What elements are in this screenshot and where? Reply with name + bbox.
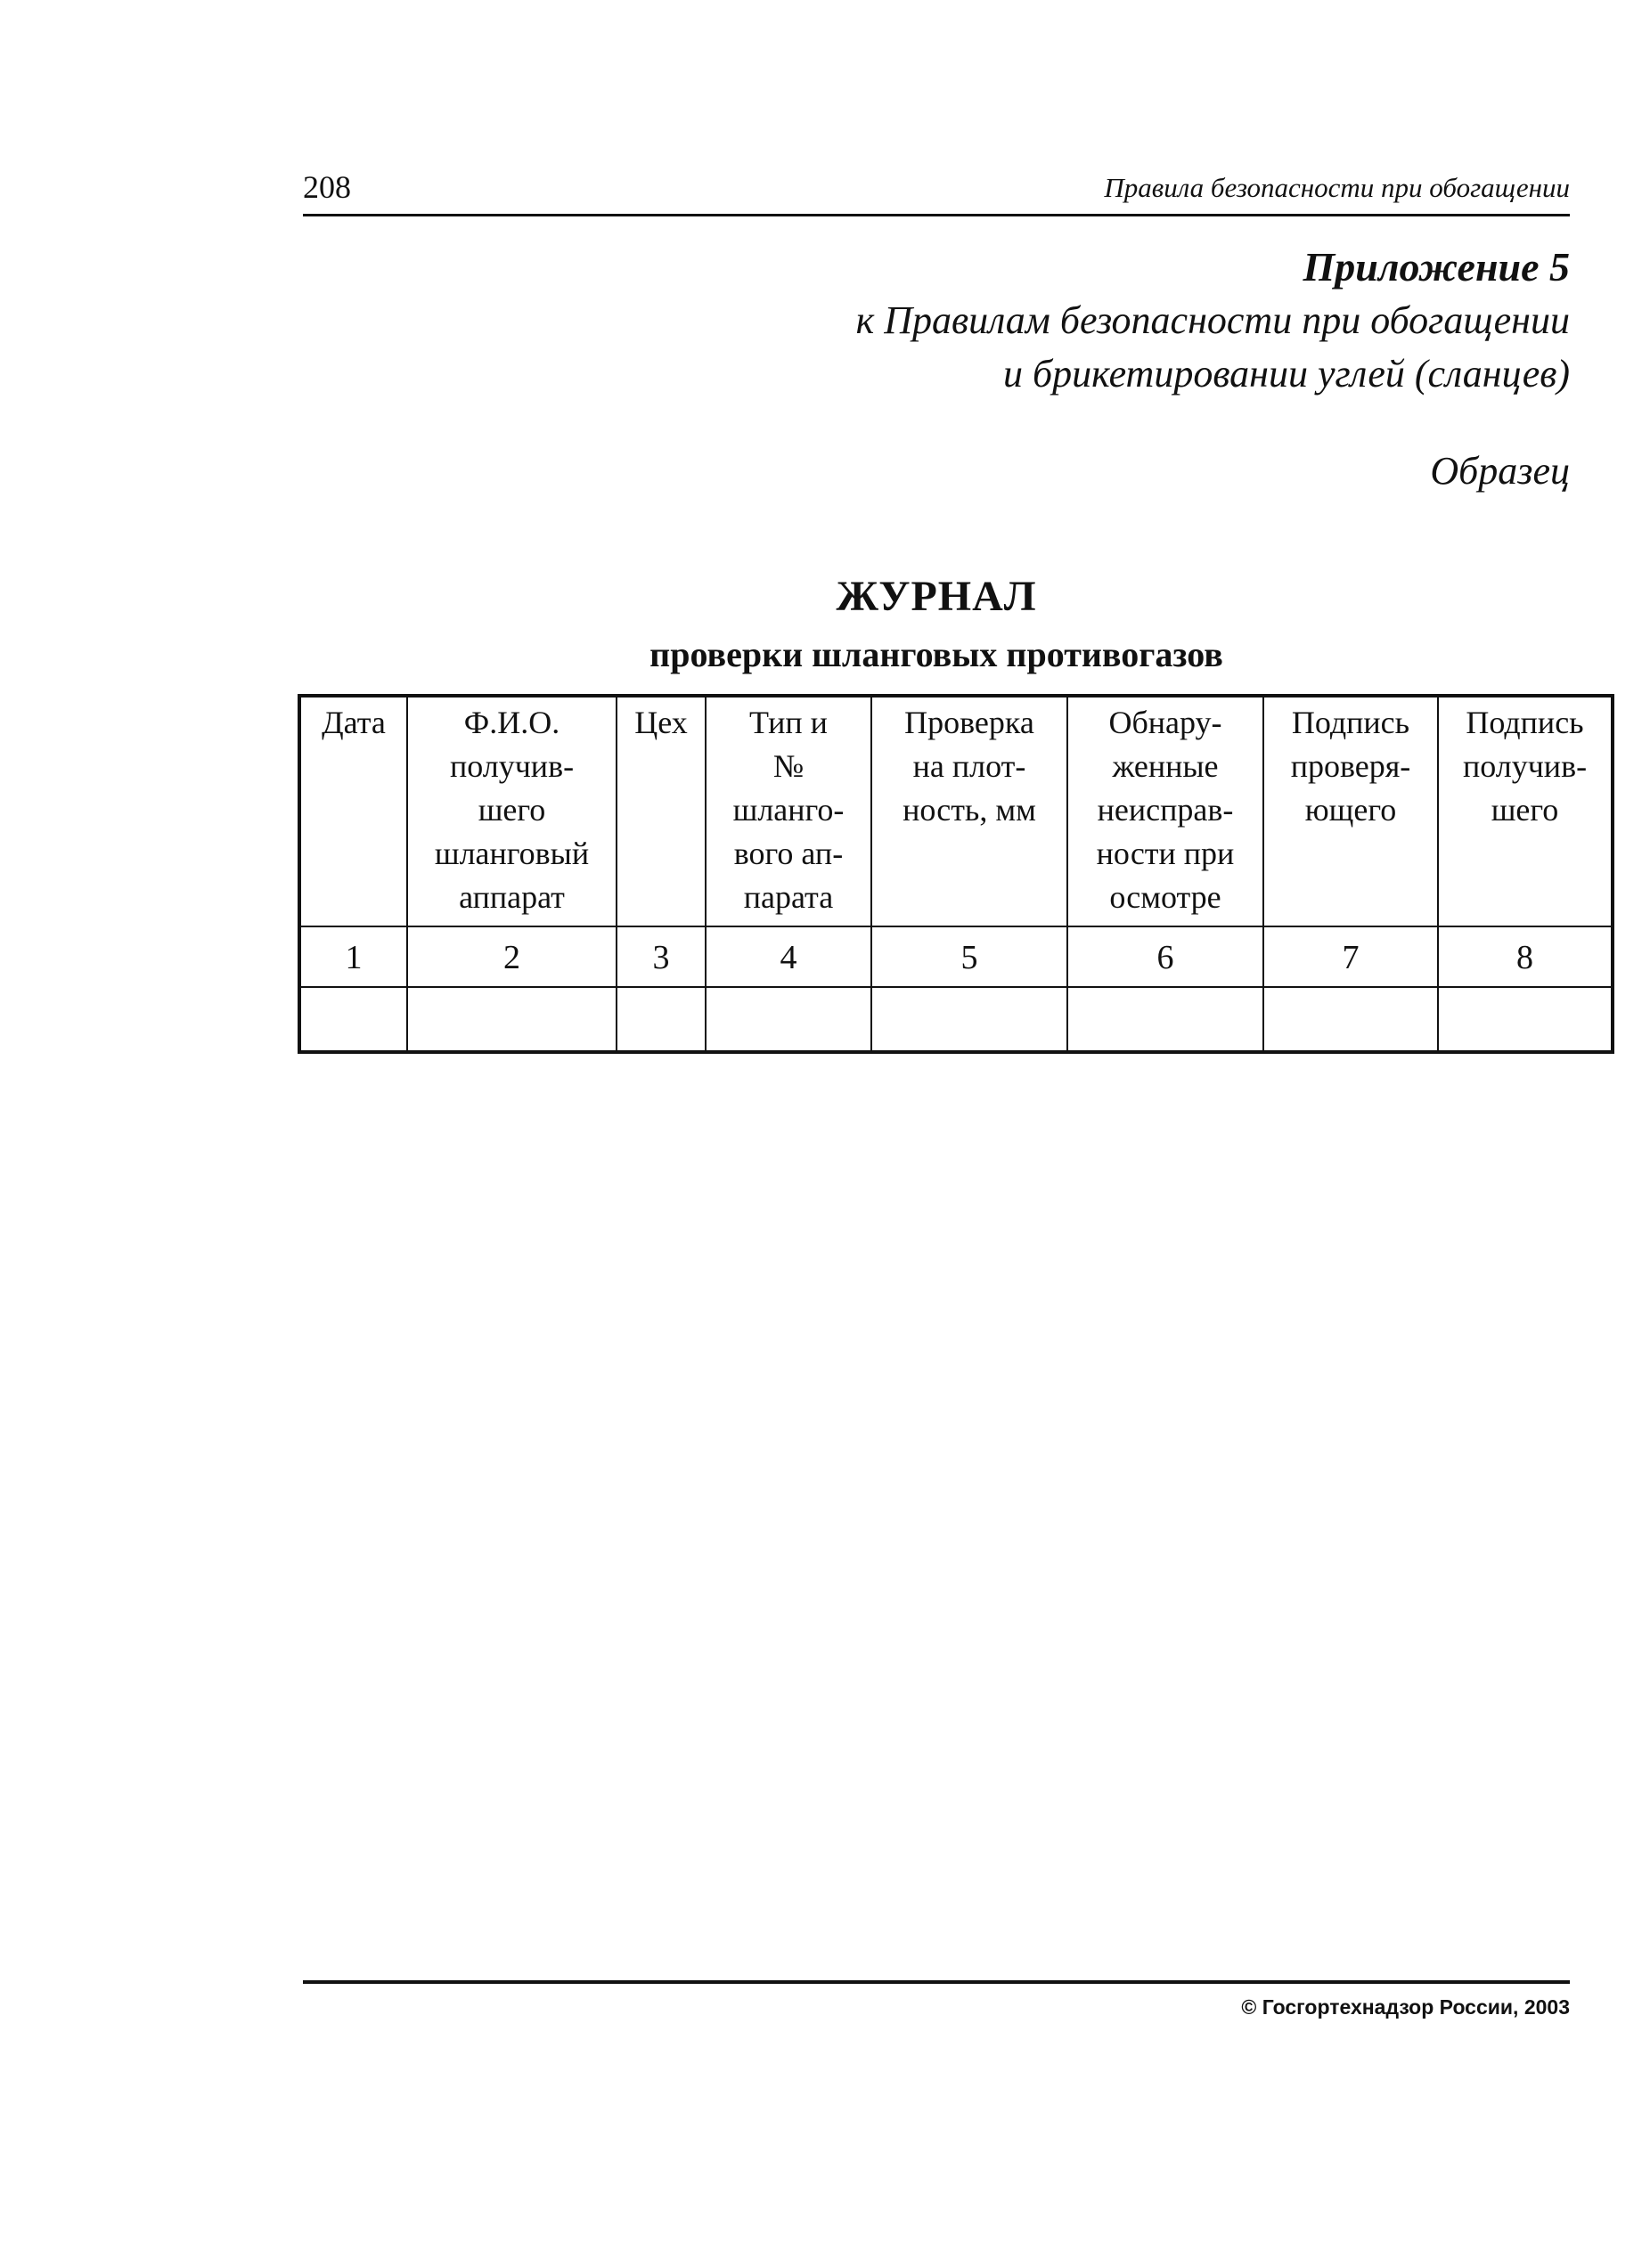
appendix-line-1: к Правилам безопасности при обогащении bbox=[855, 298, 1570, 342]
column-header-defects: Обнару- женные неисправ- ности при осмотре bbox=[1067, 696, 1263, 926]
copyright-notice: © Госгортехнадзор России, 2003 bbox=[1241, 1995, 1570, 2019]
column-header-inspector-signature: Подпись проверя- ющего bbox=[1263, 696, 1438, 926]
column-header-recipient-signature: Подпись получив- шего bbox=[1438, 696, 1613, 926]
column-header-tightness-check: Проверка на плот- ность, мм bbox=[871, 696, 1067, 926]
table-cell bbox=[299, 987, 407, 1052]
column-number: 6 bbox=[1067, 926, 1263, 987]
journal-title: ЖУРНАЛ bbox=[836, 573, 1037, 620]
column-number: 7 bbox=[1263, 926, 1438, 987]
journal-subtitle: проверки шланговых противогазов bbox=[649, 634, 1223, 674]
appendix-block bbox=[856, 241, 1570, 401]
table-cell bbox=[706, 987, 871, 1052]
column-header-date: Дата bbox=[299, 696, 407, 926]
table-cell bbox=[617, 987, 706, 1052]
page-number: 208 bbox=[303, 169, 351, 205]
column-number: 1 bbox=[299, 926, 407, 987]
column-number: 5 bbox=[871, 926, 1067, 987]
column-number: 2 bbox=[407, 926, 617, 987]
column-number: 3 bbox=[617, 926, 706, 987]
table-row bbox=[299, 987, 1613, 1052]
running-header: Правила безопасности при обогащении bbox=[1104, 172, 1570, 203]
table-cell bbox=[871, 987, 1067, 1052]
column-header-recipient-name: Ф.И.О. получив- шего шланговый аппарат bbox=[407, 696, 617, 926]
appendix-line-2: и брикетировании углей (сланцев) bbox=[1002, 352, 1570, 396]
column-header-workshop: Цех bbox=[617, 696, 706, 926]
table-cell bbox=[407, 987, 617, 1052]
footer-rule bbox=[303, 1980, 1570, 1984]
journal-table bbox=[298, 694, 1614, 1054]
column-number-row bbox=[299, 926, 1613, 987]
table-cell bbox=[1438, 987, 1613, 1052]
column-number: 4 bbox=[706, 926, 871, 987]
table-cell bbox=[1067, 987, 1263, 1052]
appendix-title: Приложение 5 bbox=[1303, 244, 1570, 290]
column-header-apparatus-type: Тип и № шланго- вого ап- парата bbox=[706, 696, 871, 926]
sample-label: Образец bbox=[1430, 449, 1570, 493]
table-cell bbox=[1263, 987, 1438, 1052]
header-rule bbox=[303, 214, 1570, 216]
column-number: 8 bbox=[1438, 926, 1613, 987]
table-header-row bbox=[299, 696, 1613, 926]
